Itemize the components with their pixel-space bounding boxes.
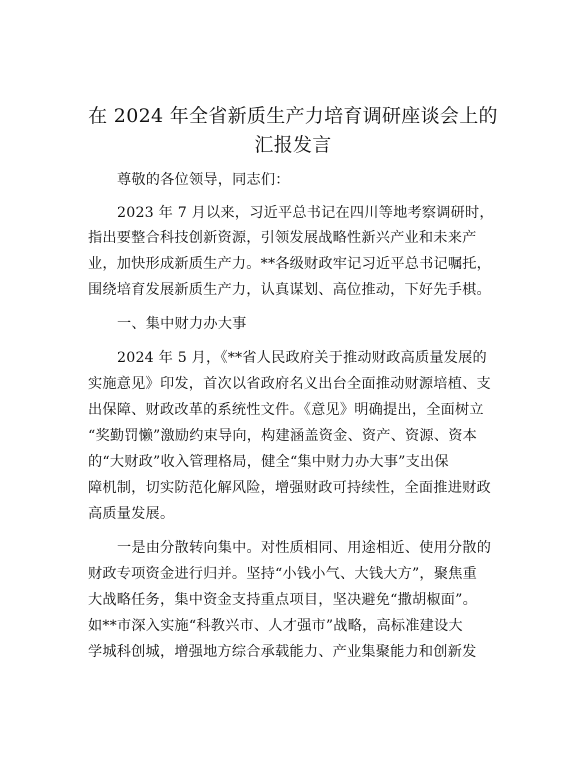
- paragraph-line: 的“大财政”收入管理格局，健全“集中财力办大事”支出保: [88, 454, 449, 470]
- paragraph-line: 2023 年 7 月以来，习近平总书记在四川等地考察调研时，: [117, 205, 494, 221]
- paragraph-line: 2024 年 5 月，《**省人民政府关于推动财政高质量发展的: [117, 350, 487, 366]
- document-title-line-2: 汇报发言: [254, 134, 332, 156]
- section-heading: 一、集中财力办大事: [117, 316, 247, 332]
- paragraph-line: 实施意见》印发，首次以省政府名义出台全面推动财源培植、支: [88, 376, 491, 392]
- paragraph-line: 指出要整合科技创新资源，引领发展战略性新兴产业和未来产: [88, 230, 477, 246]
- paragraph-line: 财政专项资金进行归并。坚持“小钱小气、大钱大方”，聚焦重: [88, 566, 477, 582]
- paragraph-line: 出保障、财政改革的系统性文件。《意见》明确提出，全面树立: [88, 402, 484, 418]
- paragraph-line: 障机制，切实防范化解风险，增强财政可持续性，全面推进财政: [88, 480, 491, 496]
- paragraph-line: 大战略任务，集中资金支持重点项目，坚决避免“撒胡椒面”。: [88, 592, 477, 608]
- paragraph-line: 如**市深入实施“科教兴市、人才强市”战略，高标准建设大: [88, 618, 463, 634]
- paragraph-line: 学城科创城，增强地方综合承载能力、产业集聚能力和创新发: [88, 644, 477, 660]
- paragraph-line: 一是由分散转向集中。对性质相同、用途相近、使用分散的: [117, 540, 492, 556]
- paragraph-line: 业，加快形成新质生产力。**各级财政牢记习近平总书记嘱托，: [88, 256, 492, 272]
- paragraph-line: “奖勤罚懒”激励约束导向，构建涵盖资金、资产、资源、资本: [88, 428, 477, 444]
- salutation: 尊敬的各位领导，同志们：: [117, 172, 290, 188]
- document-title-line-1: 在 2024 年全省新质生产力培育调研座谈会上的: [88, 105, 498, 127]
- paragraph-line: 围绕培育发展新质生产力，认真谋划、高位推动，下好先手棋。: [88, 282, 491, 298]
- paragraph-line: 高质量发展。: [88, 506, 175, 522]
